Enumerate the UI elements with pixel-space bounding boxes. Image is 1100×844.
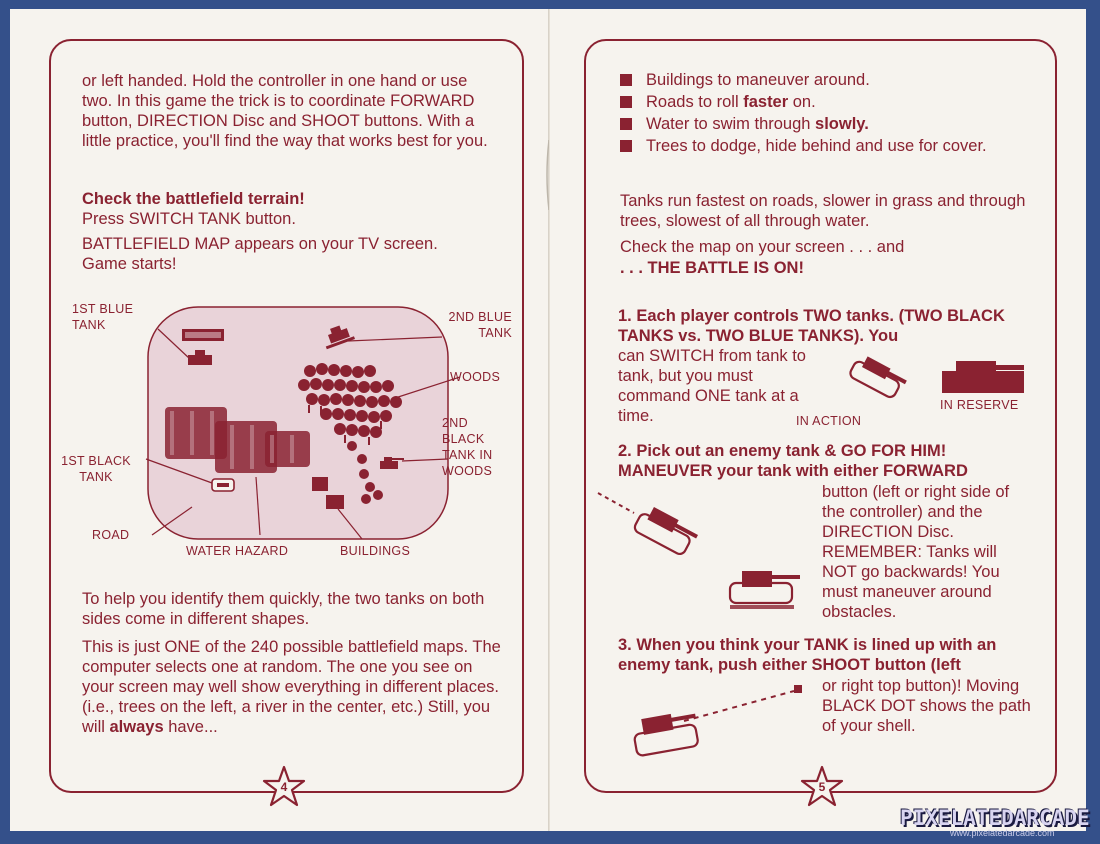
step-1-text: can SWITCH from tank to tank, but you must command ONE tank at a time. (618, 347, 806, 425)
left-page (10, 9, 549, 831)
press-switch-line: Press SWITCH TANK button. (82, 210, 296, 228)
page-number: 5 (818, 780, 826, 794)
shooting-tank-illustration (626, 673, 826, 769)
label-in-reserve: IN RESERVE (940, 398, 1019, 412)
label-buildings: BUILDINGS (340, 544, 411, 558)
speed-paragraph: Tanks run fastest on roads, slower in grass and through trees, slowest of all through water. (620, 192, 1026, 230)
map-appears-line: BATTLEFIELD MAP appears on your TV screen. Game starts! (82, 235, 438, 273)
right-page (549, 9, 1086, 831)
step-2-text: button (left or right side of the controller) and the DIRECTION Disc. REMEMBER: Tanks will NOT go backwards! You must maneuver around obstacles. (822, 483, 1010, 621)
label-road: ROAD (92, 528, 130, 542)
label-1st-blue-tank: 1ST BLUE TANK (72, 302, 134, 332)
black-tank-1 (212, 479, 234, 491)
label-2nd-black-tank: 2ND BLACK TANK IN WOODS (442, 416, 493, 478)
label-woods: WOODS (450, 370, 501, 384)
tank-shapes-paragraph: To help you identify them quickly, the two tanks on both sides come in different shapes. (82, 590, 485, 628)
battle-on-heading: . . . THE BATTLE IS ON! (620, 259, 804, 277)
intro-paragraph: or left handed. Hold the controller in one hand or use two. In this game the trick is to coordinate FORWARD button, DIRECTION Disc and SHOOT buttons. With a little practice, you'll find the way that works best for you. (82, 72, 488, 150)
bullet-roads: Roads to roll faster on. (620, 92, 1040, 112)
label-1st-black-tank: 1ST BLACK TANK (61, 454, 131, 484)
page-number-star-5 (800, 765, 844, 809)
label-in-action: IN ACTION (796, 414, 862, 428)
step-1-intro: 1. Each player controls TWO tanks. (TWO BLACK TANKS vs. TWO BLUE TANKS). You (618, 307, 1005, 345)
label-2nd-blue-tank: 2ND BLUE TANK (448, 310, 512, 340)
bullet-buildings: Buildings to maneuver around. (620, 70, 1040, 90)
one-of-240-paragraph: This is just ONE of the 240 possible battlefield maps. The computer selects one at random. The one you see on your screen may well show everything in different places. (i.e., trees on the left, a river in the center, etc.) Still, you will always have... (82, 638, 501, 736)
check-map-line: Check the map on your screen . . . and (620, 238, 905, 256)
tank-in-reserve-illustration (938, 357, 1030, 397)
step-2-intro: 2. Pick out an enemy tank & GO FOR HIM! MANEUVER your tank with either FORWARD (618, 442, 968, 480)
label-water-hazard: WATER HAZARD (186, 544, 289, 558)
pixelated-arcade-watermark (900, 806, 1100, 838)
check-terrain-heading: Check the battlefield terrain! (82, 190, 305, 208)
battlefield-map-illustration (130, 299, 470, 559)
watermark-brand: PIXELATEDARCADE (900, 806, 1090, 830)
tank-in-action-illustration (836, 349, 916, 409)
bullet-water: Water to swim through slowly. (620, 114, 1040, 134)
page-number-star-4 (262, 765, 306, 809)
watermark-url: www.pixelatedarcade.com (950, 828, 1055, 838)
bullet-trees: Trees to dodge, hide behind and use for cover. (620, 136, 1040, 156)
step-3-text: or right top button)! Moving BLACK DOT shows the path of your shell. (822, 677, 1031, 735)
step-3-intro: 3. When you think your TANK is lined up with an enemy tank, push either SHOOT button (left (618, 636, 997, 674)
maneuver-tanks-illustration (594, 485, 824, 621)
terrain-bullets (620, 70, 1040, 156)
page-number: 4 (280, 780, 288, 794)
